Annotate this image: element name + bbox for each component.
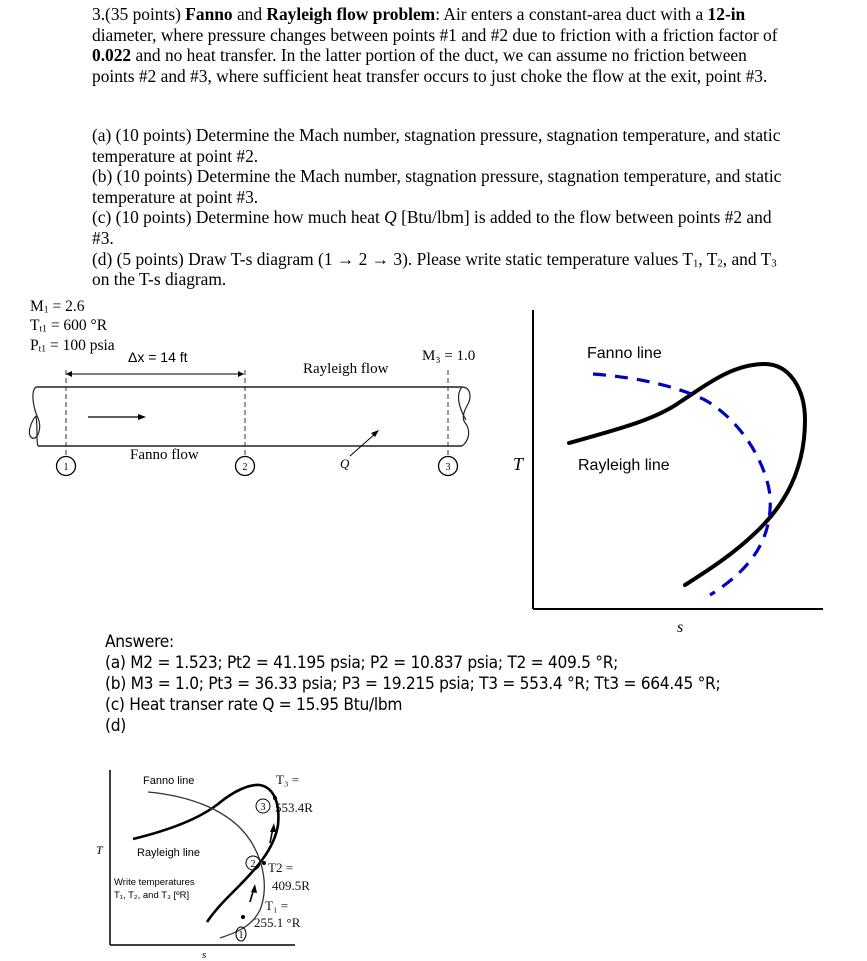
part-c-text-post: [Btu/lbm] is added to the flow between points #2 and #3. (92, 207, 772, 248)
intro-text-3: and no heat transfer. In the latter portion of the duct, we can assume no friction between points #2 and #3, where sufficient heat transfer occurs to just choke the flow at the exit, point #3. (92, 45, 768, 86)
part-b: (b) (10 points) Determine the Mach number, stagnation pressure, stagnation temperature, and static temperature at point #3. (92, 166, 782, 207)
rayleigh-line-label: Rayleigh line (578, 457, 670, 474)
intro-text-1: : Air enters a constant-area duct with a (435, 4, 708, 24)
heat-arrow (350, 433, 376, 456)
diameter-value: 12-in (707, 4, 746, 24)
title-fanno: Fanno (185, 4, 233, 24)
part-d-sub3: 3 (771, 257, 777, 270)
part-d-text: (d) (5 points) Draw T-s diagram (1 → 2 → 3). Please write static temperature values T (92, 248, 693, 269)
duct-left-break (29, 387, 39, 446)
answer-fanno-line (148, 792, 264, 938)
t-axis-label: T (513, 454, 524, 474)
answer-ts-diagram (90, 760, 390, 960)
answer-rayleigh-label: Rayleigh line (137, 847, 200, 859)
part-d (92, 249, 792, 290)
ts-diagram (505, 300, 845, 635)
station-1-marker (57, 457, 76, 476)
problem-points: (35 points) (105, 4, 181, 24)
duct-right-break (459, 387, 470, 446)
duct-diagram (0, 340, 500, 485)
svg-text:3: 3 (260, 802, 266, 813)
dx-arrow-right-icon (238, 371, 244, 377)
part-d-sub2: 2 (717, 257, 723, 270)
problem-statement (92, 4, 792, 86)
part-d-text-post: on the T-s diagram. (92, 269, 227, 290)
answer-arrow-2-3-head-icon (270, 823, 276, 832)
answer-t3-label: T₃ = (276, 772, 300, 787)
answer-fanno-label: Fanno line (143, 775, 195, 787)
part-d-sub1: 1 (692, 257, 699, 270)
answer-point-2-label (246, 856, 260, 870)
part-c-text: (c) (10 points) Determine how much heat (92, 207, 385, 228)
title-and: and (232, 4, 267, 24)
s-axis-label: s (677, 619, 684, 635)
answer-c: (c) Heat transer rate Q = 15.95 Btu/lbm (105, 695, 403, 715)
answer-arrow-1-2-head-icon (251, 884, 257, 893)
q-label: Q (340, 456, 350, 471)
fanno-flow-label: Fanno flow (130, 447, 199, 463)
dx-arrow-left-icon (66, 371, 72, 377)
intro-text-2: diameter, where pressure changes between points #1 and #2 due to friction with a friction factor of (92, 24, 778, 45)
answer-point-3-label (256, 799, 270, 813)
answer-note-line2: T₁, T₂, and T₃ [ºR] (114, 890, 190, 901)
rayleigh-line (569, 364, 805, 585)
part-d-mid2: , and T (722, 248, 772, 269)
given-pt1: $P_{t1} = 100$ psia (30, 336, 115, 355)
svg-text:2: 2 (242, 462, 248, 473)
answer-t1-label: T₁ = (265, 898, 289, 913)
answer-t2-label: T2 = (268, 860, 294, 875)
friction-factor-value: 0.022 (92, 45, 132, 66)
part-c-q: Q (384, 207, 397, 228)
answer-t2-value: 409.5R (272, 878, 310, 893)
answers-heading: Answere: (105, 632, 174, 652)
given-tt1: $T_{t1} = 600$ °R (30, 317, 108, 335)
station-3-marker (439, 457, 458, 476)
problem-parts (92, 125, 792, 290)
svg-text:1: 1 (238, 930, 244, 941)
answer-t-axis-label: T (96, 843, 103, 857)
answer-note-line1: Write temperatures (114, 877, 195, 888)
answers-block (105, 632, 720, 737)
answer-b: (b) M3 = 1.0; Pt3 = 36.33 psia; P3 = 19.215 psia; T3 = 553.4 °R; Tt3 = 664.45 °R; (105, 674, 721, 694)
answer-s-axis-label: s (202, 949, 207, 960)
part-a: (a) (10 points) Determine the Mach number, stagnation pressure, stagnation temperature, and static temperature at point #2. (92, 125, 781, 166)
title-rayleigh: Rayleigh flow problem (266, 4, 436, 24)
answer-a: (a) M2 = 1.523; Pt2 = 41.195 psia; P2 = 10.837 psia; T2 = 409.5 °R; (105, 653, 619, 673)
svg-text:2: 2 (250, 859, 256, 870)
svg-text:3: 3 (445, 462, 451, 473)
station-2-marker (236, 457, 255, 476)
answer-t3-value: 553.4R (275, 800, 313, 815)
answer-t1-value: 255.1 °R (254, 915, 301, 930)
m3-label: M₃ = 1.0 (422, 348, 476, 364)
given-m1: $M_1 = 2.6$ (30, 298, 85, 316)
fanno-line-label: Fanno line (587, 345, 662, 362)
part-c (92, 207, 792, 248)
fanno-line (593, 374, 770, 595)
answer-point-2-dot (262, 861, 266, 865)
part-d-mid1: , T (698, 248, 718, 269)
problem-number: 3. (92, 4, 106, 24)
answer-point-1-dot (241, 915, 245, 919)
answer-point-1-label (236, 927, 246, 941)
svg-text:1: 1 (63, 462, 69, 473)
dx-label: Δx = 14 ft (128, 349, 188, 365)
answer-d: (d) (105, 716, 126, 736)
flow-arrow-head-icon (138, 414, 146, 420)
rayleigh-flow-label: Rayleigh flow (303, 361, 389, 377)
